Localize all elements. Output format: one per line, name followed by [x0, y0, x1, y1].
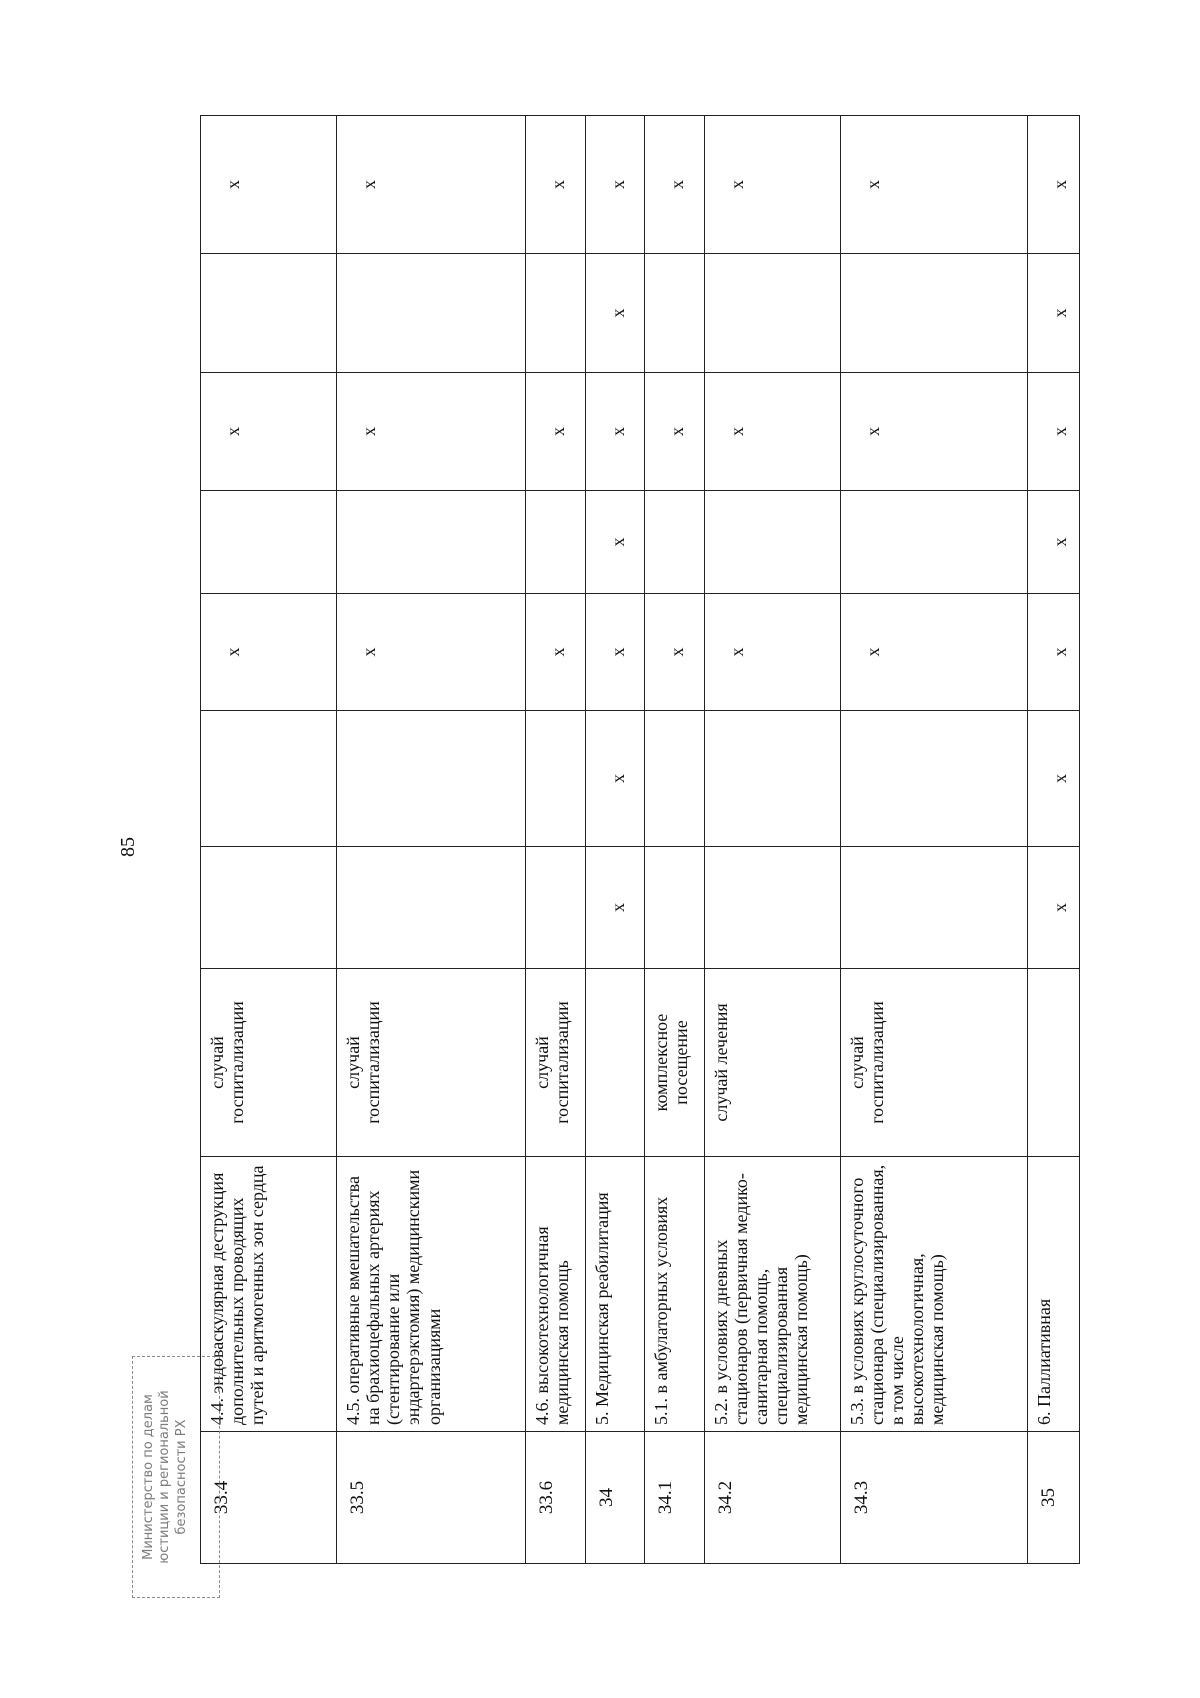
row-name: 4.6. высокотехнологичная медицинская помощь [526, 1157, 586, 1432]
row-mark-cell [645, 847, 705, 969]
row-mark-cell: x [1027, 594, 1079, 711]
table-row [704, 116, 840, 1564]
table-body [201, 116, 1080, 1564]
page-number: 85 [117, 837, 139, 857]
row-mark-cell [337, 491, 526, 594]
row-mark-cell [645, 491, 705, 594]
row-mark-cell [337, 847, 526, 969]
row-mark-cell [645, 711, 705, 847]
row-mark-cell [840, 711, 1027, 847]
row-name: 5.2. в условиях дневных стационаров (первичная медико-санитарная помощь, специализированная медицинская помощь) [704, 1157, 840, 1432]
row-mark-cell: x [585, 491, 645, 594]
row-mark-cell: x [1027, 711, 1079, 847]
stamp-line: юстиции и региональной [157, 1390, 173, 1564]
stamp-line: Министерство по делам [141, 1394, 156, 1560]
data-table [200, 115, 1080, 1564]
row-name: 4.5. оперативные вмешательства на брахиоцефальных артериях (стентирование или эндартерэктомия) медицинскими организациями [337, 1157, 526, 1432]
row-mark-cell: x [585, 254, 645, 373]
row-mark-cell: x [704, 373, 840, 491]
row-number: 33.4 [201, 1432, 337, 1564]
row-mark-cell [840, 847, 1027, 969]
row-number: 34.1 [645, 1432, 705, 1564]
row-mark-cell [704, 491, 840, 594]
row-mark-cell [526, 491, 586, 594]
row-mark-cell: x [526, 373, 586, 491]
row-name: 6. Паллиативная [1027, 1157, 1079, 1432]
row-mark-cell: x [645, 594, 705, 711]
row-number: 33.6 [526, 1432, 586, 1564]
row-name: 5.1. в амбулаторных условиях [645, 1157, 705, 1432]
row-number: 33.5 [337, 1432, 526, 1564]
row-unit [1027, 969, 1079, 1157]
row-unit: случай госпитализации [840, 969, 1027, 1157]
row-mark-cell [840, 491, 1027, 594]
table-row [585, 116, 645, 1564]
row-mark-cell: x [1027, 847, 1079, 969]
row-mark-cell: x [585, 373, 645, 491]
row-unit: комплексное посещение [645, 969, 705, 1157]
row-mark-cell: x [840, 373, 1027, 491]
rotated-table [200, 116, 1080, 1564]
row-mark-cell: x [201, 373, 337, 491]
row-unit: случай госпитализации [526, 969, 586, 1157]
row-mark-cell: x [337, 594, 526, 711]
row-mark-cell [201, 847, 337, 969]
row-mark-cell [526, 711, 586, 847]
row-mark-cell: x [704, 594, 840, 711]
row-mark-cell [526, 847, 586, 969]
row-mark-cell: x [585, 847, 645, 969]
table-row [840, 116, 1027, 1564]
row-mark-cell: x [645, 373, 705, 491]
table-row [1027, 116, 1079, 1564]
row-name: 5. Медицинская реабилитация [585, 1157, 645, 1432]
row-mark-cell [201, 254, 337, 373]
row-mark-cell [840, 254, 1027, 373]
row-name: 5.3. в условиях круглосуточного стационара (специализированная, в том числе высокотехнологичная, медицинская помощь) [840, 1157, 1027, 1432]
row-mark-cell: x [337, 373, 526, 491]
table-row [645, 116, 705, 1564]
table-row [526, 116, 586, 1564]
row-mark-cell: x [585, 594, 645, 711]
row-mark-cell: x [201, 116, 337, 254]
row-number: 34 [585, 1432, 645, 1564]
stamp [132, 1356, 220, 1598]
row-mark-cell: x [840, 116, 1027, 254]
row-mark-cell: x [526, 116, 586, 254]
row-mark-cell: x [704, 116, 840, 254]
table-row [337, 116, 526, 1564]
row-unit: случай госпитализации [337, 969, 526, 1157]
row-mark-cell [337, 254, 526, 373]
row-mark-cell [526, 254, 586, 373]
row-mark-cell: x [526, 594, 586, 711]
row-mark-cell: x [645, 116, 705, 254]
row-mark-cell [704, 847, 840, 969]
row-mark-cell: x [1027, 491, 1079, 594]
row-mark-cell: x [1027, 373, 1079, 491]
row-mark-cell: x [840, 594, 1027, 711]
row-mark-cell: x [1027, 116, 1079, 254]
row-mark-cell: x [585, 116, 645, 254]
row-number: 34.2 [704, 1432, 840, 1564]
row-unit: случай лечения [704, 969, 840, 1157]
row-name: 4.4. эндоваскулярная деструкция дополнительных проводящих путей и аритмогенных зон сердца [201, 1157, 337, 1432]
row-number: 34.3 [840, 1432, 1027, 1564]
row-number: 35 [1027, 1432, 1079, 1564]
row-mark-cell [201, 711, 337, 847]
row-mark-cell [704, 711, 840, 847]
row-mark-cell: x [337, 116, 526, 254]
table-row [201, 116, 337, 1564]
row-mark-cell [704, 254, 840, 373]
row-mark-cell [201, 491, 337, 594]
row-mark-cell [337, 711, 526, 847]
row-unit [585, 969, 645, 1157]
row-mark-cell: x [585, 711, 645, 847]
row-mark-cell [645, 254, 705, 373]
row-unit: случай госпитализации [201, 969, 337, 1157]
row-mark-cell: x [1027, 254, 1079, 373]
stamp-line: безопасности РХ [173, 1419, 189, 1535]
row-mark-cell: x [201, 594, 337, 711]
